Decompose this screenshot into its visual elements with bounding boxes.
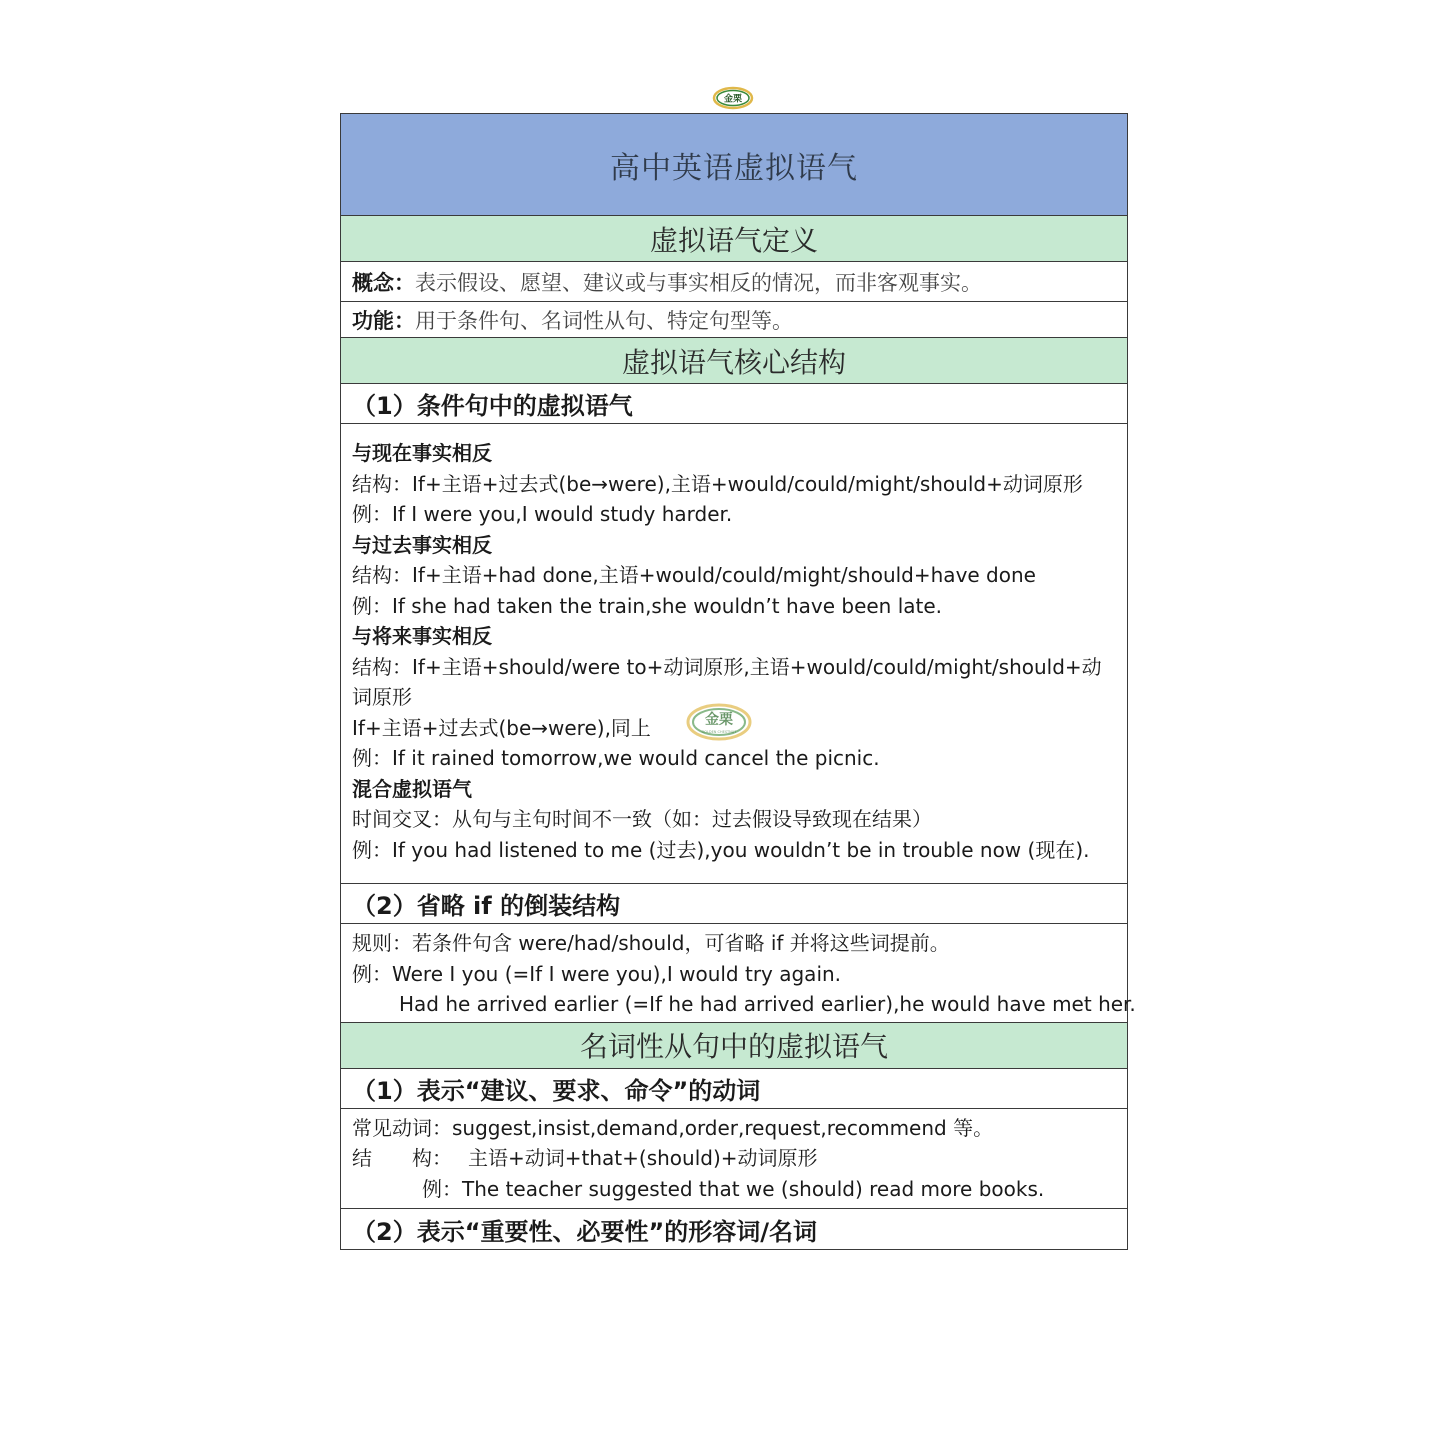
subheading-text: （1）表示“建议、要求、命令”的动词: [352, 1076, 761, 1105]
concept-text: 表示假设、愿望、建议或与事实相反的情况，而非客观事实。: [415, 270, 982, 295]
inversion-content: [341, 924, 1136, 1023]
subheading-text: （2）省略 if 的倒装结构: [352, 892, 621, 920]
content-line: 结构：If+主语+should/were to+动词原形,主语+would/could/might/should+动词原形: [352, 654, 1102, 709]
logo-text: 金栗: [723, 94, 743, 105]
content-line: 例：Were I you (=If I were you),I would try again.: [352, 961, 842, 986]
section-heading-noun-clause: [341, 1023, 1127, 1069]
content-line: 例：The teacher suggested that we (should) read more books.: [422, 1176, 1045, 1201]
grammar-table: [340, 113, 1136, 1250]
content-line: 与过去事实相反: [352, 532, 492, 557]
content-line: 结构：If+主语+过去式(be→were),主语+would/could/might/should+动词原形: [352, 471, 1083, 496]
watermark-text: 金栗: [705, 712, 733, 728]
logo-icon: [712, 86, 754, 110]
section-heading-core: [341, 338, 1127, 384]
subheading-text: （2）表示“重要性、必要性”的形容词/名词: [352, 1217, 818, 1246]
content-line: 与现在事实相反: [352, 441, 492, 465]
function-label: 功能：: [352, 308, 415, 333]
subheading-text: （1）条件句中的虚拟语气: [352, 392, 633, 420]
section-title: 虚拟语气核心结构: [621, 345, 846, 379]
section-title: 虚拟语气定义: [649, 223, 818, 257]
section-heading-definition: [341, 216, 1127, 262]
content-line: [352, 1143, 1116, 1174]
verbs-content: [341, 1109, 1127, 1210]
content-line: Had he arrived earlier (=If he had arrived earlier),he would have met her.: [399, 992, 1136, 1016]
conditional-content: [341, 424, 1127, 884]
function-text: 用于条件句、名词性从句、特定句型等。: [415, 308, 793, 333]
concept-label: 概念：: [352, 270, 415, 295]
concept-row: [341, 262, 1127, 302]
content-line: 规则：若条件句含 were/had/should，可省略 if 并将这些词提前。: [352, 931, 950, 955]
content-line: 混合虚拟语气: [352, 776, 472, 801]
page-title: 高中英语虚拟语气: [610, 150, 858, 186]
content-line: 时间交叉：从句与主句时间不一致（如：过去假设导致现在结果）: [352, 807, 932, 831]
title-row: [341, 114, 1127, 216]
content-line: 与将来事实相反: [352, 624, 492, 648]
function-row: [341, 302, 1127, 338]
content-line: If+主语+过去式(be→were),同上: [352, 715, 651, 740]
section-title: 名词性从句中的虚拟语气: [579, 1030, 888, 1063]
content-line: 常见动词：suggest,insist,demand,order,request,recommend 等。: [352, 1115, 994, 1140]
content-line: 例：If you had listened to me (过去),you wouldn’t be in trouble now (现在).: [352, 837, 1090, 862]
structure-text: 主语+动词+that+(should)+动词原形: [468, 1146, 818, 1170]
structure-label: 结 构：: [352, 1146, 452, 1170]
subheading-conditional: [341, 384, 1127, 424]
content-line: 例：If it rained tomorrow,we would cancel the picnic.: [352, 746, 880, 770]
subheading-verbs: [341, 1069, 1127, 1109]
watermark-logo-icon: [686, 702, 752, 742]
subheading-inversion: [341, 884, 1127, 924]
content-line: 结构：If+主语+had done,主语+would/could/might/should+have done: [352, 563, 1036, 587]
subheading-adjectives: [341, 1209, 1127, 1249]
content-line: 例：If she had taken the train,she wouldn’t have been late.: [352, 593, 943, 618]
watermark-subtext: GOLDEN CHESTNUT: [701, 730, 737, 734]
content-line: 例：If I were you,I would study harder.: [352, 502, 733, 526]
